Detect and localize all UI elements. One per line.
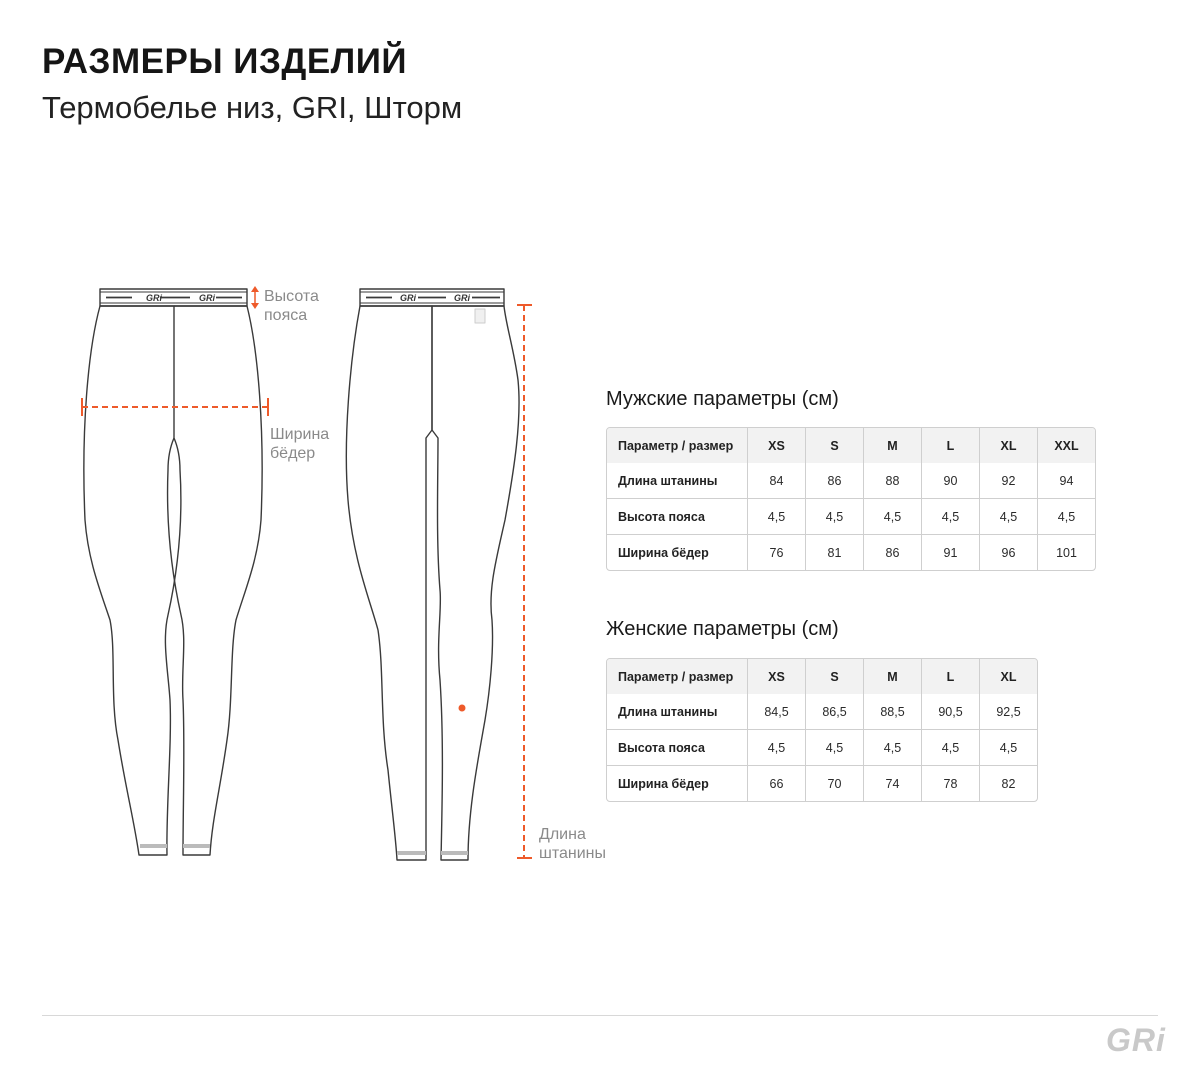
table-row — [607, 499, 1095, 535]
table-cell: 82 — [1001, 776, 1016, 791]
header-cell: M — [864, 659, 922, 694]
table-row — [607, 730, 1037, 766]
men-size-table — [606, 427, 1096, 571]
table-cell: 76 — [748, 535, 806, 570]
table-cell: 96 — [980, 535, 1038, 570]
table-cell: 4,5 — [748, 730, 806, 766]
waistband-logo-side-right: GRi — [454, 293, 471, 303]
header-cell: XXL — [1038, 428, 1095, 463]
table-header-row — [607, 428, 1095, 463]
women-table-title: Женские параметры (см) — [606, 618, 839, 640]
table-row — [607, 463, 1095, 499]
table-cell: 92 — [980, 463, 1038, 499]
table-cell: 4,5 — [980, 499, 1038, 535]
brand-logo: GRi — [1106, 1022, 1166, 1058]
front-view-leggings-icon — [84, 289, 262, 855]
label-hip-width: Ширина бёдер — [270, 426, 330, 462]
table-cell: 88,5 — [864, 694, 922, 730]
table-cell: 4,5 — [864, 499, 922, 535]
row-param: Высота пояса — [607, 730, 748, 766]
waistband-logo-left: GRi — [146, 293, 163, 303]
table-cell: 4,5 — [806, 499, 864, 535]
table-header-row — [607, 659, 1037, 694]
brand-dot-icon — [459, 705, 466, 712]
table-cell: 90 — [922, 463, 980, 499]
table-cell: 86 — [864, 535, 922, 570]
footer-divider — [42, 1015, 1158, 1016]
row-param: Длина штанины — [607, 463, 748, 499]
table-cell: 90,5 — [922, 694, 980, 730]
label-leg-length: Длина штанины — [539, 826, 606, 862]
row-param: Высота пояса — [607, 499, 748, 535]
men-table-title: Мужские параметры (см) — [606, 388, 839, 410]
table-cell: 66 — [748, 766, 806, 801]
table-cell: 86,5 — [806, 694, 864, 730]
row-param: Длина штанины — [607, 694, 748, 730]
table-cell: 81 — [806, 535, 864, 570]
label-waist-height: Высота пояса — [264, 288, 319, 324]
table-cell: 88 — [864, 463, 922, 499]
table-cell: 74 — [864, 766, 922, 801]
header-cell: L — [922, 428, 980, 463]
table-cell: 4,5 — [864, 730, 922, 766]
table-cell: 94 — [1038, 463, 1095, 499]
table-cell: 84 — [748, 463, 806, 499]
table-row — [607, 535, 1095, 570]
header-cell: XS — [748, 659, 806, 694]
table-cell: 91 — [922, 535, 980, 570]
row-param: Ширина бёдер — [607, 766, 748, 801]
table-cell: 70 — [806, 766, 864, 801]
table-cell: 86 — [806, 463, 864, 499]
table-cell: 84,5 — [748, 694, 806, 730]
horizontal-measure-icon — [82, 398, 268, 416]
table-row — [607, 766, 1037, 801]
table-cell: 4,5 — [922, 499, 980, 535]
table-cell: 101 — [1056, 545, 1077, 560]
header-cell: XL — [980, 428, 1038, 463]
table-cell: 4,5 — [1038, 499, 1095, 535]
table-cell: 92,5 — [980, 694, 1037, 730]
page-subtitle: Термобелье низ, GRI, Шторм — [42, 90, 463, 125]
header-cell: Параметр / размер — [607, 428, 748, 463]
waistband-logo-right: GRi — [199, 293, 216, 303]
header-cell: XL — [980, 659, 1037, 694]
header-cell: S — [806, 428, 864, 463]
table-cell: 4,5 — [922, 730, 980, 766]
table-cell: 4,5 — [748, 499, 806, 535]
table-row — [607, 694, 1037, 730]
row-param: Ширина бёдер — [607, 535, 748, 570]
header-cell: S — [806, 659, 864, 694]
page-title: РАЗМЕРЫ ИЗДЕЛИЙ — [42, 42, 408, 81]
side-view-leggings-icon — [346, 289, 519, 860]
women-size-table — [606, 658, 1038, 802]
table-cell: 4,5 — [806, 730, 864, 766]
header-cell: M — [864, 428, 922, 463]
waistband-logo-side-left: GRi — [400, 293, 417, 303]
header-cell: Параметр / размер — [607, 659, 748, 694]
header-cell: L — [922, 659, 980, 694]
table-cell: 78 — [922, 766, 980, 801]
header-cell: XS — [748, 428, 806, 463]
waist-height-arrow-icon — [251, 286, 259, 309]
table-cell: 4,5 — [980, 730, 1037, 766]
